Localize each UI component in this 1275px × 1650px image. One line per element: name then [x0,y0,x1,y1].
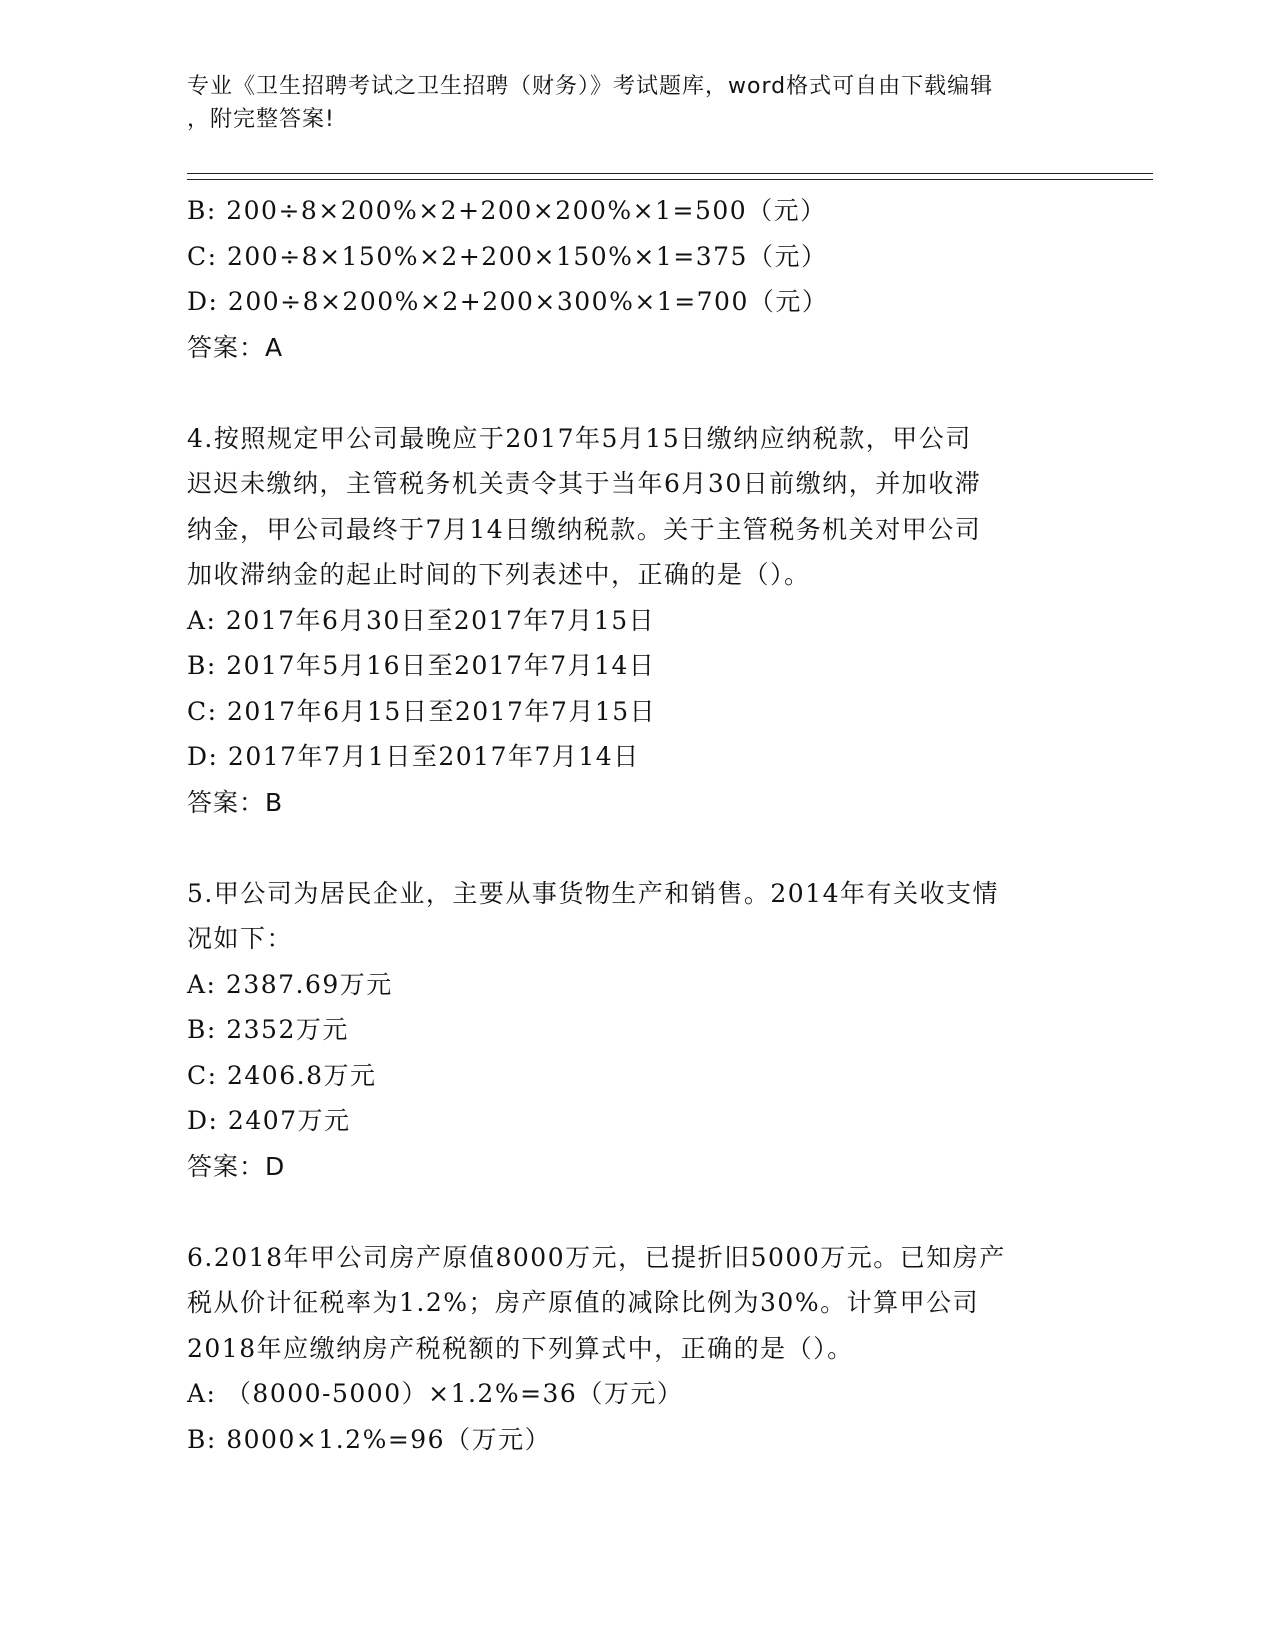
header-line-1: 专业《卫生招聘考试之卫生招聘（财务）》考试题库，word格式可自由下载编辑 [187,74,994,99]
spacer [187,825,1087,871]
question-5 [187,871,1087,1190]
option-b: B: 8000×1.2%=96（万元） [187,1424,552,1454]
option-b: B: 2352万元 [187,1015,349,1044]
option-a: A: （8000-5000）×1.2%=36（万元） [187,1379,684,1408]
question-3-tail [187,188,1087,370]
question-stem-line: 纳金，甲公司最终于7月14日缴纳税款。关于主管税务机关对甲公司 [187,514,982,544]
option-c: C: 2406.8万元 [187,1060,377,1090]
question-stem-line: 6.2018年甲公司房产原值8000万元，已提折旧5000万元。已知房产 [187,1242,1006,1272]
question-stem-line: 税从价计征税率为1.2%；房产原值的减除比例为30%。计算甲公司 [187,1288,980,1317]
answer: 答案：B [187,787,284,817]
question-stem-line: 况如下： [187,924,294,953]
question-6 [187,1235,1087,1463]
question-stem-line: 加收滞纳金的起止时间的下列表述中，正确的是（）。 [187,560,811,589]
question-stem-line: 4.按照规定甲公司最晚应于2017年5月15日缴纳应纳税款，甲公司 [187,423,972,453]
question-stem-line: 5.甲公司为居民企业，主要从事货物生产和销售。2014年有关收支情 [187,878,999,908]
answer: 答案：D [187,1151,286,1181]
question-4 [187,416,1087,826]
header-line-2: ，附完整答案! [187,107,335,132]
spacer [187,370,1087,416]
answer: 答案：A [187,332,284,362]
header-rule-bottom [187,179,1153,180]
option-b: B: 200÷8×200%×2+200×200%×1=500（元） [187,196,827,225]
option-a: A: 2017年6月30日至2017年7月15日 [187,605,656,635]
option-b: B: 2017年5月16日至2017年7月14日 [187,651,656,680]
header-rule-top [187,173,1153,174]
option-d: D: 2407万元 [187,1106,351,1135]
option-a: A: 2387.69万元 [187,969,393,999]
option-c: C: 2017年6月15日至2017年7月15日 [187,696,657,726]
document-header [187,70,1067,136]
option-d: D: 200÷8×200%×2+200×300%×1=700（元） [187,287,829,316]
option-c: C: 200÷8×150%×2+200×150%×1=375（元） [187,241,828,271]
option-d: D: 2017年7月1日至2017年7月14日 [187,742,640,771]
question-content [187,188,1087,1462]
question-stem-line: 2018年应缴纳房产税税额的下列算式中，正确的是（）。 [187,1333,854,1363]
spacer [187,1189,1087,1235]
question-stem-line: 迟迟未缴纳，主管税务机关责令其于当年6月30日前缴纳，并加收滞 [187,469,982,498]
